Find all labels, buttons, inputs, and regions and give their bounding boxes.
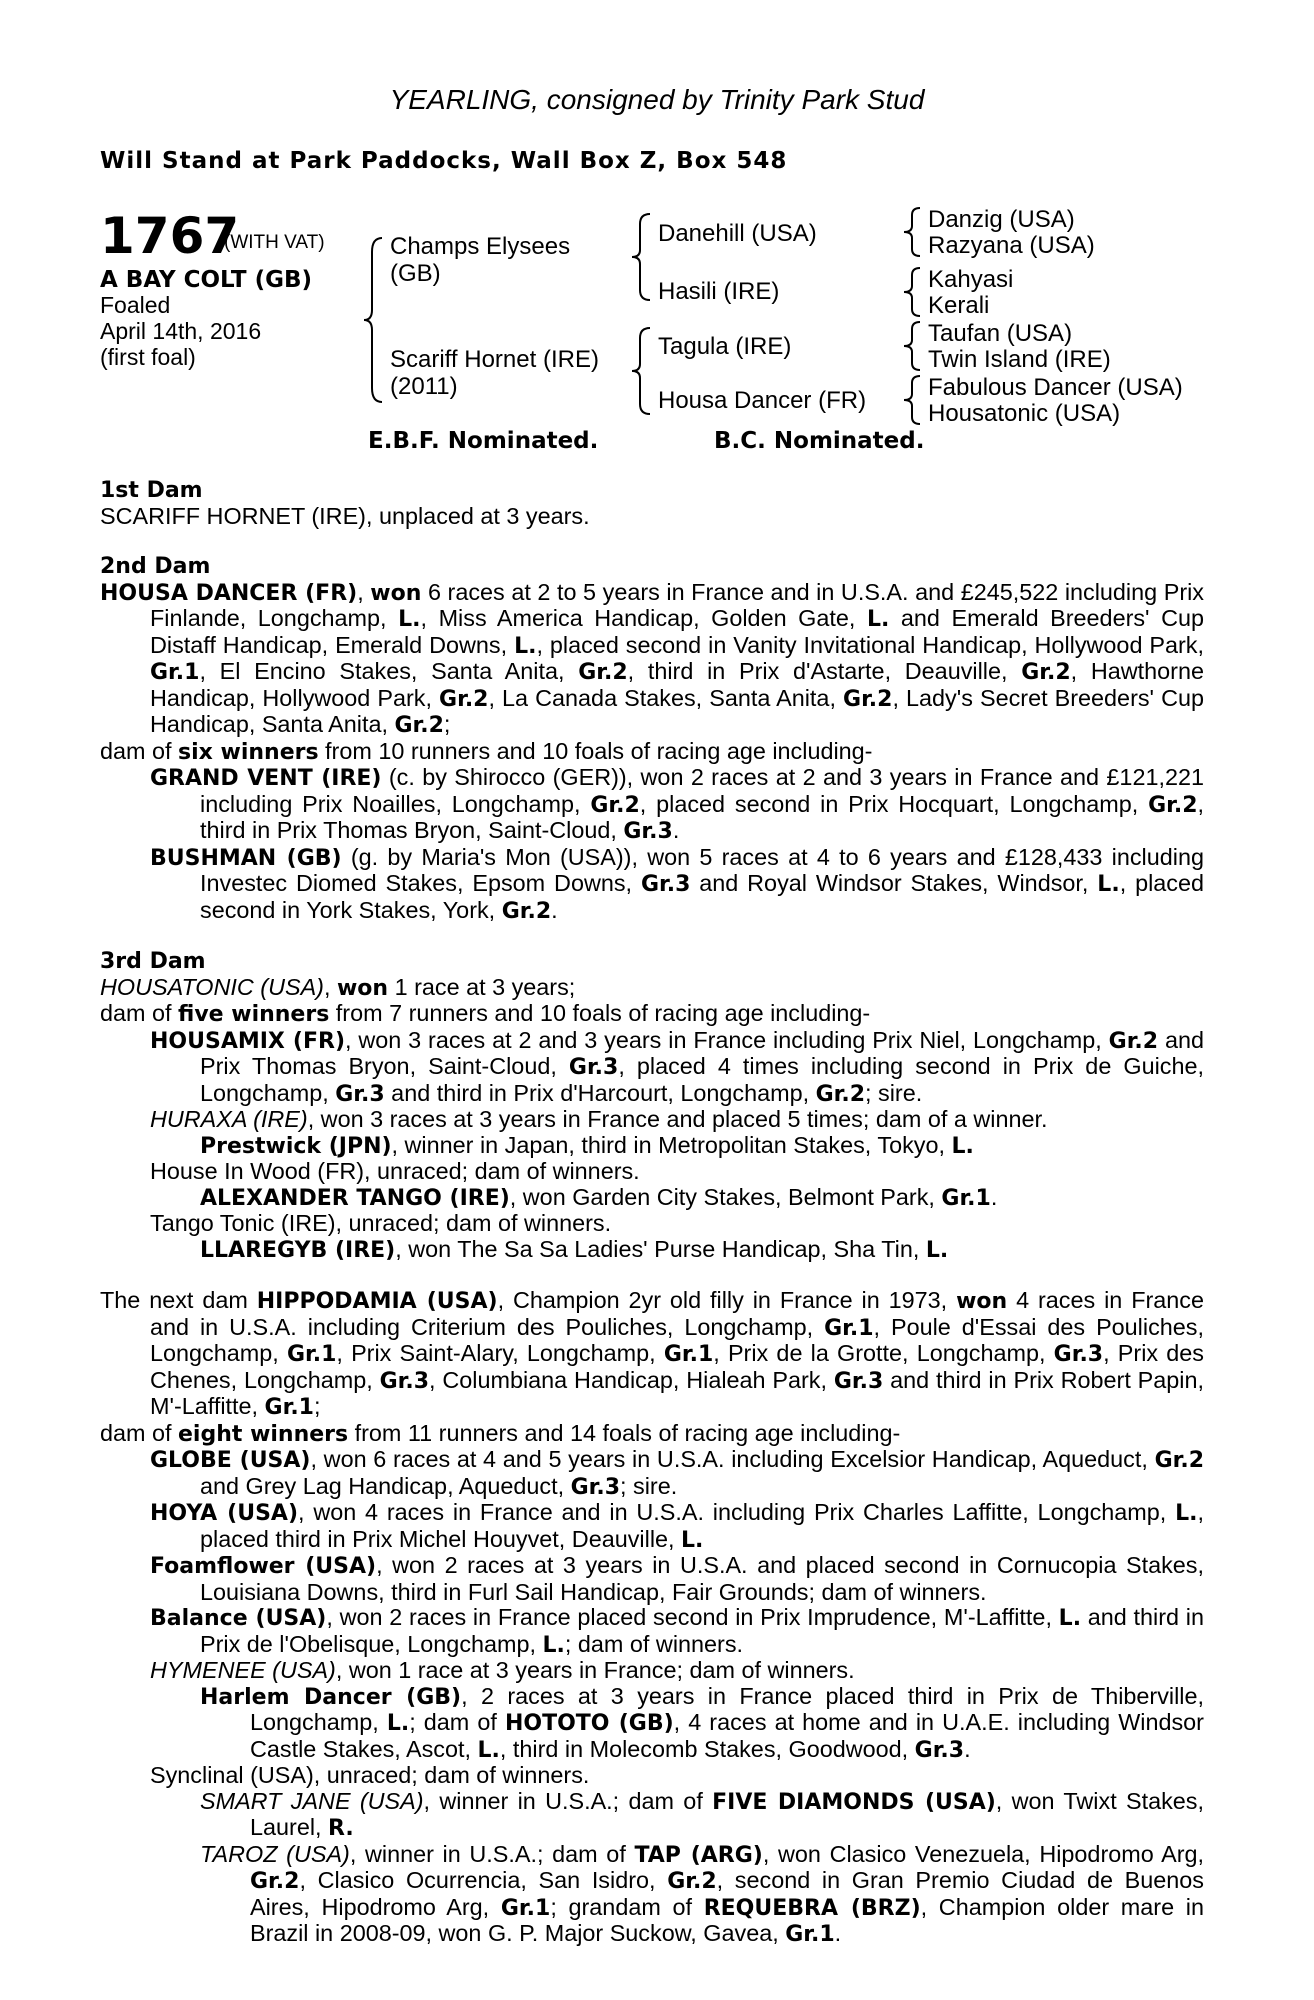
harlem-dancer-record: Harlem Dancer (GB), 2 races at 3 years in France placed third in Prix de Thiberville, Longchamp, L.; dam of HOTOTO (GB), 4 races at home and in U.A.E. including Windsor Castle Stakes, Ascot, L., third in Molecomb Stakes, Goodwood, Gr.3. [200, 1682, 1205, 1763]
taroz-record: TAROZ (USA), winner in U.S.A.; dam of TAP (ARG), won Clasico Venezuela, Hipodromo Arg, Gr.2, Clasico Ocurrencia, San Isidro, Gr.2, second in Gran Premio Ciudad de Buenos Aires, Hipodromo Arg, Gr.1; grandam of REQUEBRA (BRZ), Champion older mare in Brazil in 2008-09, won G. P. Major Suckow, Gavea, Gr.1. [200, 1840, 1204, 1947]
brace-dam [628, 326, 654, 416]
house-in-wood-record: House In Wood (FR), unraced; dam of winners. [150, 1158, 640, 1184]
gen3-8: Housatonic (USA) [928, 400, 1121, 427]
hippodamia-produce: dam of eight winners from 11 runners and 14 foals of racing age including- [100, 1419, 901, 1447]
brace-g3-3 [900, 320, 924, 372]
consignment-line: YEARLING, consigned by Trinity Park Stud [389, 84, 925, 115]
gen3-2: Razyana (USA) [928, 232, 1095, 259]
housatonic-produce: dam of five winners from 7 runners and 10 foals of racing age including- [100, 1000, 871, 1027]
hippodamia-record: The next dam HIPPODAMIA (USA), Champion 2yr old filly in France in 1973, won 4 races in France and in U.S.A. including Criterium des Pouliches, Longchamp, Gr.1, Poule d'Essai des Pouliches, Longchamp, Gr.1, Prix Saint-Alary, Longchamp, Gr.1, Prix de la Grotte, Longchamp, Gr.3, Prix des Chenes, Longchamp, Gr.3, Columbiana Handicap, Hialeah Park, Gr.3 and third in Prix Robert Papin, M'-Laffitte, Gr.1; [100, 1287, 1205, 1420]
gen3-3: Kahyasi [928, 266, 1014, 293]
first-dam-heading: 1st Dam [100, 478, 203, 503]
horse-description: A BAY COLT (GB) [100, 267, 313, 293]
sire-name: Champs Elysees [390, 233, 571, 260]
gen3-1: Danzig (USA) [928, 206, 1075, 233]
gen3-6: Twin Island (IRE) [928, 346, 1111, 373]
synclinal-record: Synclinal (USA), unraced; dam of winners. [150, 1762, 590, 1788]
sire-country: (GB) [390, 260, 441, 287]
huraxa-record: HURAXA (IRE), won 3 races at 3 years in France and placed 5 times; dam of a winner. [150, 1106, 1048, 1132]
bushman-record: BUSHMAN (GB) (g. by Maria's Mon (USA)), won 5 races at 4 to 6 years and £128,433 including Investec Diomed Stakes, Epsom Downs, Gr.3 and Royal Windsor Stakes, Windsor, L., placed second in York Stakes, York, Gr.2. [150, 843, 1204, 924]
dam-sire: Tagula (IRE) [658, 333, 792, 360]
brace-g3-1 [900, 206, 924, 258]
prestwick-record: Prestwick (JPN), winner in Japan, third in Metropolitan Stakes, Tokyo, L. [200, 1131, 974, 1159]
foamflower-record: Foamflower (USA), won 2 races at 3 years in U.S.A. and placed second in Cornucopia Stakes, Louisiana Downs, third in Furl Sail Handicap, Fair Grounds; dam of winners. [150, 1552, 1204, 1605]
alexander-tango-record: ALEXANDER TANGO (IRE), won Garden City Stakes, Belmont Park, Gr.1. [200, 1183, 998, 1211]
housa-dancer-record: HOUSA DANCER (FR), won 6 races at 2 to 5 years in France and in U.S.A. and £245,522 including Prix Finlande, Longchamp, L., Miss America Handicap, Golden Gate, L. and Emerald Breeders' Cup Distaff Handicap, Emerald Downs, L., placed second in Vanity Invitational Handicap, Hollywood Park, Gr.1, El Encino Stakes, Santa Anita, Gr.2, third in Prix d'Astarte, Deauville, Gr.2, Hawthorne Handicap, Hollywood Park, Gr.2, La Canada Stakes, Santa Anita, Gr.2, Lady's Secret Breeders' Cup Handicap, Santa Anita, Gr.2; [100, 578, 1205, 738]
globe-record: GLOBE (USA), won 6 races at 4 and 5 years in U.S.A. including Excelsior Handicap, Aqueduct, Gr.2 and Grey Lag Handicap, Aqueduct, Gr.3; sire. [150, 1446, 1204, 1500]
first-dam-text: SCARIFF HORNET (IRE), unplaced at 3 years. [100, 502, 590, 529]
third-dam-heading: 3rd Dam [100, 949, 206, 974]
dam-dam: Housa Dancer (FR) [658, 387, 867, 414]
sire-sire: Danehill (USA) [658, 220, 817, 247]
grand-vent-record: GRAND VENT (IRE) (c. by Shirocco (GER)), won 2 races at 2 and 3 years in France and £121,221 including Prix Noailles, Longchamp, Gr.2, placed second in Prix Hocquart, Longchamp, Gr.2, third in Prix Thomas Bryon, Saint-Cloud, Gr.3. [150, 764, 1204, 844]
sire-dam: Hasili (IRE) [658, 278, 780, 305]
second-dam-heading: 2nd Dam [100, 554, 211, 579]
dam-year: (2011) [390, 373, 458, 400]
bc-nominated: B.C. Nominated. [714, 428, 925, 454]
foaled-date: April 14th, 2016 [100, 318, 262, 344]
hymenee-record: HYMENEE (USA), won 1 race at 3 years in France; dam of winners. [150, 1657, 855, 1683]
balance-record: Balance (USA), won 2 races in France placed second in Prix Imprudence, M'-Laffitte, L. and third in Prix de l'Obelisque, Longchamp, L.; dam of winners. [150, 1604, 1204, 1658]
stabling-location: Will Stand at Park Paddocks, Wall Box Z, Box 548 [100, 148, 788, 174]
housa-dancer-produce: dam of six winners from 10 runners and 10 foals of racing age including- [100, 737, 873, 765]
lot-number: 1767 [100, 207, 240, 265]
first-foal-note: (first foal) [100, 344, 196, 370]
llaregyb-record: LLAREGYB (IRE), won The Sa Sa Ladies' Purse Handicap, Sha Tin, L. [200, 1235, 949, 1263]
housatonic-record: HOUSATONIC (USA), won 1 race at 3 years; [100, 973, 576, 1001]
foaled-info [100, 292, 261, 370]
brace-gen1 [360, 236, 386, 404]
brace-g3-2 [900, 266, 924, 318]
brace-g3-4 [900, 374, 924, 426]
hoya-record: HOYA (USA), won 4 races in France and in U.S.A. including Prix Charles Laffitte, Longchamp, L., placed third in Prix Michel Houyvet, Deauville, L. [150, 1499, 1205, 1553]
catalogue-body [100, 478, 1204, 1948]
smart-jane-record: SMART JANE (USA), winner in U.S.A.; dam of FIVE DIAMONDS (USA), won Twixt Stakes, Laurel, R. [200, 1787, 1205, 1841]
foaled-label: Foaled [100, 292, 171, 318]
tango-tonic-record: Tango Tonic (IRE), unraced; dam of winners. [150, 1210, 612, 1236]
gen3-7: Fabulous Dancer (USA) [928, 374, 1183, 401]
housamix-record: HOUSAMIX (FR), won 3 races at 2 and 3 years in France including Prix Niel, Longchamp, Gr.2 and Prix Thomas Bryon, Saint-Cloud, Gr.3, placed 4 times including second in Prix de Guiche, Longchamp, Gr.3 and third in Prix d'Harcourt, Longchamp, Gr.2; sire. [150, 1026, 1204, 1107]
gen3-4: Kerali [928, 292, 990, 319]
ebf-nominated: E.B.F. Nominated. [368, 428, 599, 454]
gen3-5: Taufan (USA) [928, 320, 1073, 347]
brace-sire [628, 212, 654, 302]
vat-note: (WITH VAT) [224, 232, 325, 253]
dam-name: Scariff Hornet (IRE) [390, 346, 599, 373]
